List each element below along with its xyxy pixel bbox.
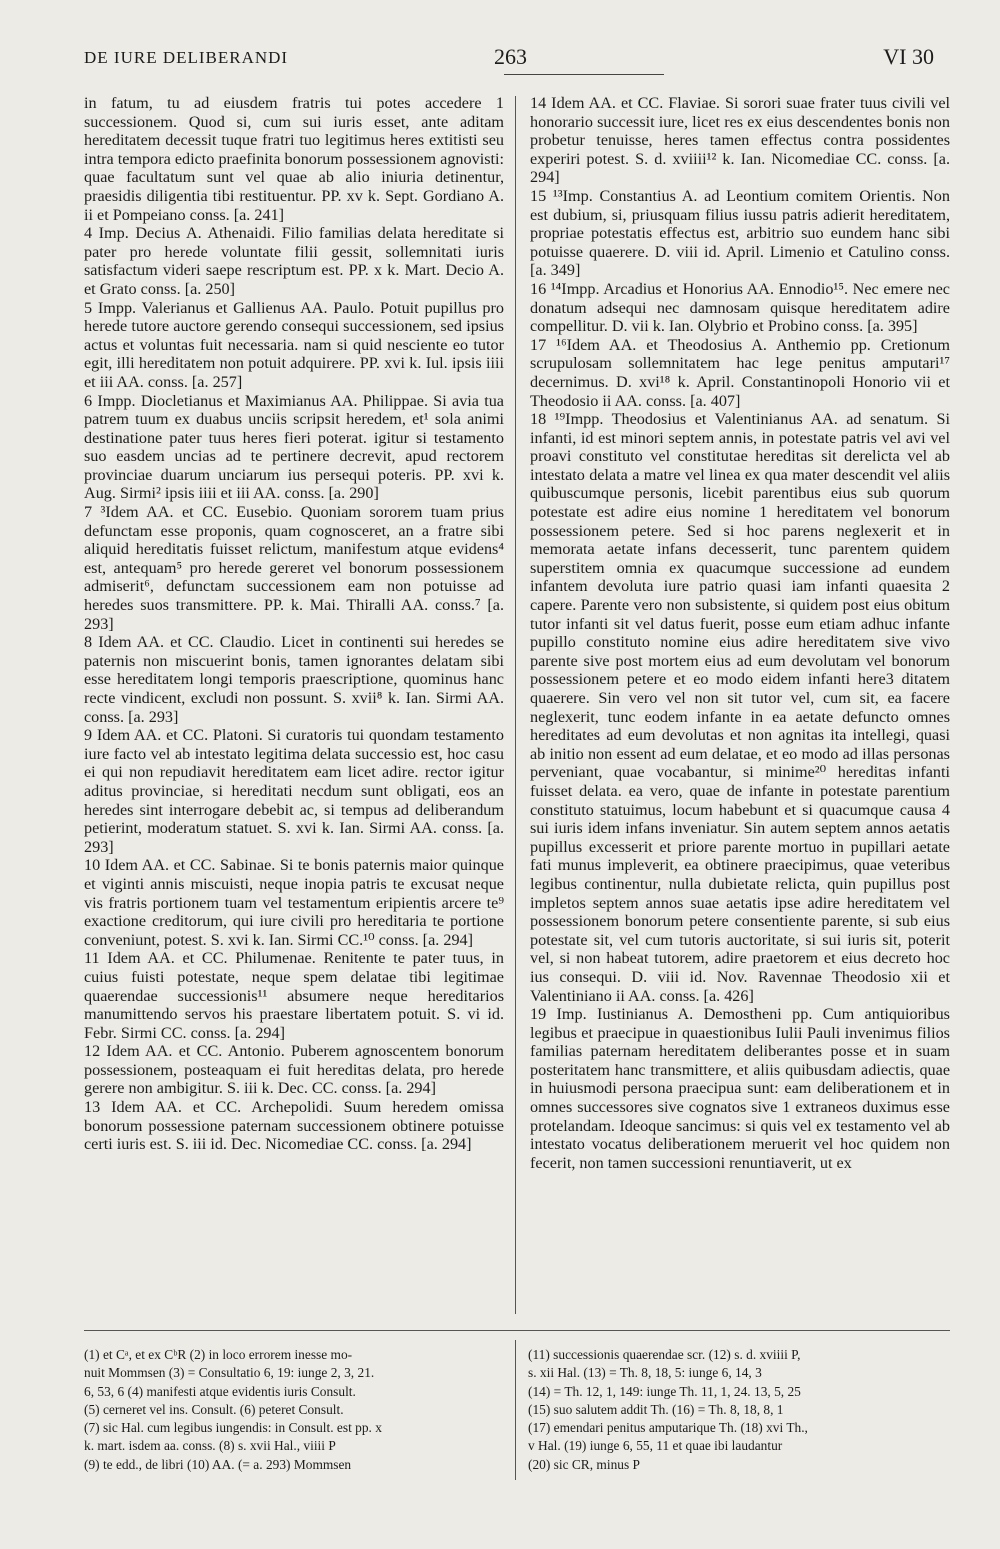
footnotes-left: [84, 1346, 504, 1474]
paragraph: 19 Imp. Iustinianus A. Demostheni pp. Cum antiquioribus legibus et praecipue in quaestionibus Iulii Pauli invenimus filios familias paternam hereditatem deliberantes posse et in suam posteritatem hanc transmittere, et aliis quibusdam adiectis, quae in huiusmodi persona praecipua sunt: eam deliberationem et in omnes successores sive cognatos sive 1 extraneos duximus esse protelandam. Ideoque sancimus: si quis vel ex testamento vel ab intestato vocatus deliberationem meruerit vel hoc quidem non fecerit, non tamen successioni renuntiaverit, ut ex: [530, 1005, 950, 1172]
paragraph: 13 Idem AA. et CC. Archepolidi. Suum heredem omissa bonorum possessione paternam successionem obtinere potuisse certi iuris est. S. iii id. Dec. Nicomediae CC. conss. [a. 294]: [84, 1098, 504, 1154]
footnote-line: (20) sic CR, minus P: [528, 1456, 640, 1472]
footnote-line: (15) suo salutem addit Th. (16) = Th. 8, 18, 8, 1: [528, 1401, 784, 1417]
paragraph: 18 ¹⁹Impp. Theodosius et Valentinianus AA. ad senatum. Si infanti, id est minori septem annis, in potestate patris vel avi vel proavi constituto vel constitutae hereditas sit derelicta vel ab intestato delata a matre vel linea ex qua mater descendit vel aliis quibuscumque personis, licebit parentibus eius sub quorum potestate est adire eius nomine 1 hereditatem vel bonorum possessionem petere. Sed si hoc parens neglexerit et in memorata aetate infans decesserit, tunc parentem quidem superstitem omnia ex quacumque successione ad eundem infantem devoluta iure patrio quasi iam infanti quaesita 2 capere. Parente vero non subsistente, si quidem post eius obitum tutor infanti sit vel datus fuerit, posse eum etiam adhuc infante pupillo constituto nomine eius adire hereditatem sive vivo parente sive post mortem eius ad eum devolutam vel bonorum possessionem petere et eo modo eidem infanti here3 ditatem quaerere. Sin vero vel non sit tutor vel, cum sit, ea facere neglexerit, tunc eodem infante in ea aetate defuncto omnes hereditates ad eum devolutas et non agnitas ita intellegi, quasi ab initio non essent ad eum delatae, et eo modo ad illas personas perveniant, quae vocabantur, si minime²⁰ hereditas infanti fuisset delata. ea vero, quae de infante in potestate parentium constituto statuimus, locum habebunt et si quacumque causa 4 sui iuris idem infans inveniatur. Sin autem septem annos aetatis pupillus excesserit et priore parente mortuo in pupillari aetate fati munus impleverit, ea obtinere praecipimus, quae veteribus legibus continentur, nulla dubietate relicta, quin pupillus post impletos septem annos suae aetatis ipse adire hereditatem vel possessionem bonorum petere consentiente parente, si sub eius potestate sit, vel cum tutoris auctoritate, si sui iuris sit, poterit vel, si non habeat tutorem, adire praetorem et eius decreto hoc ius consequi. D. viii id. Nov. Ravennae Theodosio xii et Valentiniano ii AA. conss. [a. 426]: [530, 410, 950, 1005]
footnote-line: (14) = Th. 12, 1, 149: iunge Th. 11, 1, 24. 13, 5, 25: [528, 1383, 801, 1399]
footnote-line: (1) et Cᵃ, et ex CᵇR (2) in loco errorem inesse mo-: [84, 1347, 353, 1362]
footnote-line: nuit Mommsen (3) = Consultatio 6, 19: iunge 2, 3, 21.: [84, 1365, 375, 1381]
paragraph: 15 ¹³Imp. Constantius A. ad Leontium comitem Orientis. Non est dubium, si, priusquam filius iussu patris adierit hereditatem, propriae potestatis effectus est, arbitrio suo eundem hanc sibi potuisse quaerere. D. viii id. April. Limenio et Catulino conss. [a. 349]: [530, 186, 950, 280]
header-rule: [504, 74, 664, 75]
paragraph: 5 Impp. Valerianus et Gallienus AA. Paulo. Potuit pupillus pro herede tutore auctore gerendo consequi successionem, sed ipsius actus et voluntas fuit necessaria. nam si quid nesciente eo tutor egit, illi hereditatem non potuit adquirere. PP. xvi k. Iul. ipsis iiii et iii AA. conss. [a. 257]: [84, 298, 504, 391]
section-number: VI 30: [883, 44, 934, 69]
paragraph: 4 Imp. Decius A. Athenaidi. Filio familias delata hereditate si pater pro herede voluntate filii gessit, sollemnitati iuris satisfactum videri saepe rescriptum est. PP. x k. Mart. Decio A. et Grato conss. [a. 250]: [84, 224, 504, 298]
paragraph: in fatum, tu ad eiusdem fratris tui potes accedere 1 successionem. Quod si, cum sui iuris esset, ante aditam hereditatem decessit tuque fratri tuo legitimus heres extitisti seu intra tempora edicto praefinita bonorum possessionem agnovisti: quae facultatum sunt vel quae ab alio iniuria detinentur, praesidis diligentia tibi restituentur. PP. xv k. Sept. Gordiano A. ii et Pompeiano conss. [a. 241]: [84, 94, 504, 224]
footnote-line: k. mart. isdem aa. conss. (8) s. xvii Hal., viiii P: [84, 1438, 336, 1454]
footnote-divider: [515, 1340, 516, 1480]
running-title: DE IURE DELIBERANDI: [84, 48, 289, 67]
right-column: [530, 94, 950, 1172]
paragraph: 7 ³Idem AA. et CC. Eusebio. Quoniam sororem tuam prius defunctam esse proponis, quam cognosceret, an a fratre sibi aliquid hereditatis fuisset relictum, manifestum atque evidens⁴ est, antequam⁵ pro herede gereret vel bonorum possessionem admiserit⁶, defunctam successionem eam non potuisse ad heredes suos transmittere. PP. k. Mai. Thiralli AA. conss.⁷ [a. 293]: [84, 503, 504, 633]
footnote-line: (9) te edd., de libri (10) AA. (= a. 293) Mommsen: [84, 1456, 352, 1472]
page-number: 263: [494, 44, 527, 69]
footnotes-right: [528, 1346, 950, 1474]
left-column: [84, 94, 504, 1154]
footnote-line: (7) sic Hal. cum legibus iungendis: in Consult. est pp. x: [84, 1420, 382, 1436]
page-header: [84, 44, 934, 74]
footnote-line: (17) emendari penitus amputarique Th. (18) xvi Th.,: [528, 1420, 808, 1436]
paragraph: 8 Idem AA. et CC. Claudio. Licet in continenti sui heredes se paternis non miscuerint bonis, tamen ignorantes delatam sibi esse hereditatem longi temporis praescriptione, quominus hanc recte vindicent, excludi non possunt. S. xvii⁸ k. Ian. Sirmi AA. conss. [a. 293]: [84, 633, 504, 726]
footnote-line: v Hal. (19) iunge 6, 55, 11 et quae ibi laudantur: [528, 1438, 783, 1454]
paragraph: 14 Idem AA. et CC. Flaviae. Si sorori suae frater tuus civili vel honorario successit iure, licet res ex eius descendentes bonis non probetur tenuisse, heres tamen effectus contra possidentes experiri potest. S. d. xviiii¹² k. Ian. Nicomediae CC. conss. [a. 294]: [530, 94, 950, 187]
paragraph: 6 Impp. Diocletianus et Maximianus AA. Philippae. Si avia tua patrem tuum ex duabus unciis scripsit heredem, et¹ sola animi destinatione pater tuus heres fieri poterat. igitur si testamento suo easdem uncias ad te pertinere decrevit, apud rectorem provinciae duarum unciarum ius persequi poteris. PP. xvi k. Aug. Sirmi² ipsis iiii et iii AA. conss. [a. 290]: [84, 391, 504, 503]
column-divider: [515, 96, 516, 1314]
footnote-line: (5) cerneret vel ins. Consult. (6) peteret Consult.: [84, 1401, 344, 1417]
paragraph: 16 ¹⁴Impp. Arcadius et Honorius AA. Ennodio¹⁵. Nec emere nec donatum adsequi nec damnosam quisque hereditatem adire compellitur. D. vii k. Ian. Olybrio et Probino conss. [a. 395]: [530, 279, 950, 336]
paragraph: 12 Idem AA. et CC. Antonio. Puberem agnoscentem bonorum possessionem, posteaquam ei fuit hereditas delata, pro herede gerere non ambigitur. S. iii k. Dec. CC. conss. [a. 294]: [84, 1042, 504, 1098]
paragraph: 17 ¹⁶Idem AA. et Theodosius A. Anthemio pp. Cretionum scrupulosam sollemnitatem hac lege penitus amputari¹⁷ decernimus. D. xvi¹⁸ k. April. Constantinopoli Honorio vii et Theodosio ii AA. conss. [a. 407]: [530, 335, 950, 410]
footnote-line: 6, 53, 6 (4) manifesti atque evidentis iuris Consult.: [84, 1383, 356, 1399]
footnote-line: s. xii Hal. (13) = Th. 8, 18, 5: iunge 6, 14, 3: [528, 1365, 762, 1381]
paragraph: 10 Idem AA. et CC. Sabinae. Si te bonis paternis maior quinque et viginti annis miscuisti, neque inopia patris te excusat neque vis fratris portionem tuam vel testamentum eripientis arcere te⁹ exactione creditorum, qui iure civili pro hereditaria te portione conveniunt, potest. S. xvi k. Ian. Sirmi CC.¹⁰ conss. [a. 294]: [84, 856, 504, 949]
paragraph: 9 Idem AA. et CC. Platoni. Si curatoris tui quondam testamento iure facto vel ab intestato legitima delata successio est, hoc casu ei qui non repudiavit hereditatem eam licet adire. rector igitur aditus provinciae, si hereditati necdum sunt obligati, eos an heredes sint interrogare debebit ac, si tempus ad deliberandum petierint, moderatum statuet. S. xvi k. Ian. Sirmi AA. conss. [a. 293]: [84, 726, 504, 856]
footnote-rule: [84, 1330, 950, 1331]
footnote-line: (11) successionis quaerendae scr. (12) s. d. xviiii P,: [528, 1347, 801, 1362]
paragraph: 11 Idem AA. et CC. Philumenae. Renitente te pater tuus, in cuius fuisti potestate, neque spem delatae tibi legitimae quaerendae successionis¹¹ absumere neque hereditarios manumittendo servos his praestare libertatem potuit. S. vi id. Febr. Sirmi CC. conss. [a. 294]: [84, 949, 504, 1042]
